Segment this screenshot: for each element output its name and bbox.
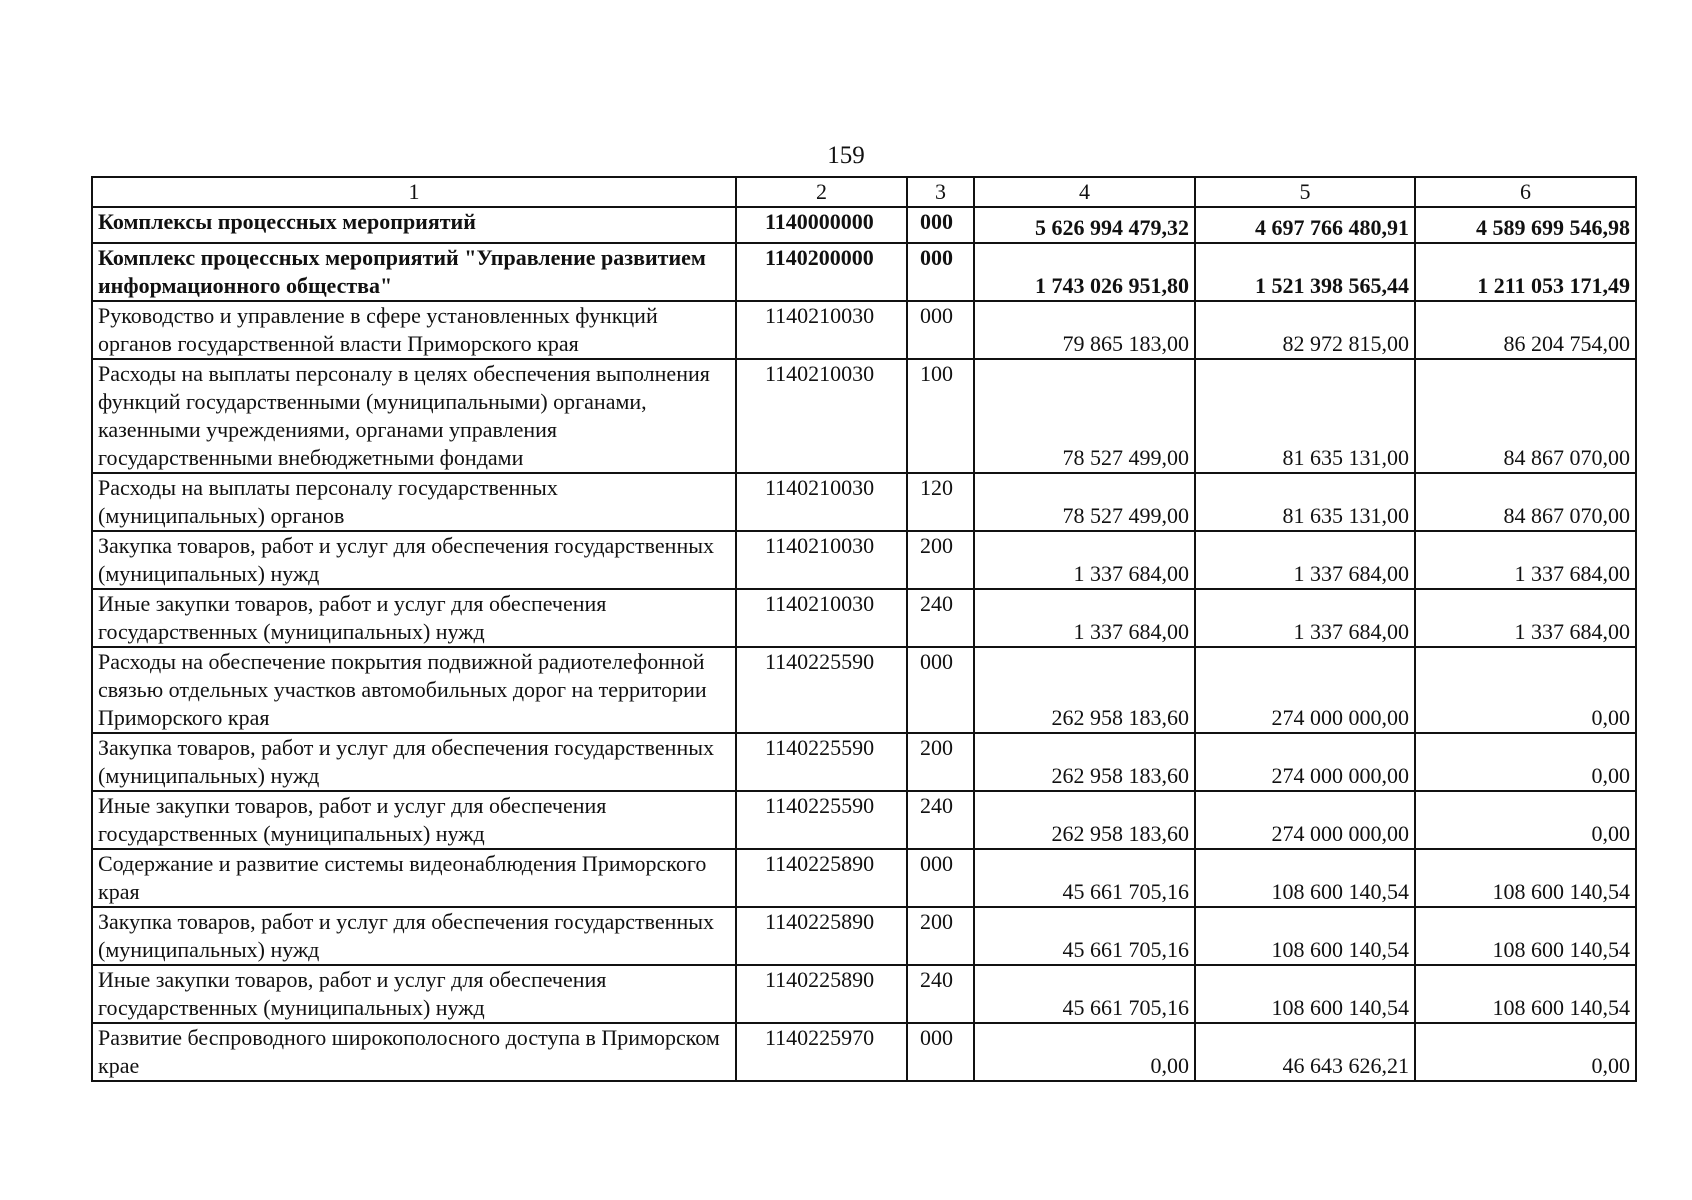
- page-number: 159: [827, 142, 865, 169]
- amount-cell-col6: 1 211 053 171,49: [1415, 243, 1636, 301]
- row-name-cell: Развитие беспроводного широкополосного доступа в Приморском крае: [92, 1023, 736, 1081]
- expense-type-cell: 100: [907, 359, 974, 473]
- amount-cell-col4: 1 337 684,00: [974, 531, 1195, 589]
- amount-cell-col4: 78 527 499,00: [974, 359, 1195, 473]
- expense-type-cell: 240: [907, 589, 974, 647]
- target-article-code-cell: 1140210030: [736, 473, 907, 531]
- table-row: [92, 243, 1636, 301]
- amount-cell-col5: 108 600 140,54: [1195, 849, 1415, 907]
- column-number: 1: [92, 177, 736, 207]
- table-row: [92, 473, 1636, 531]
- amount-cell-col6: 84 867 070,00: [1415, 359, 1636, 473]
- expense-type-cell: 000: [907, 207, 974, 243]
- amount-cell-col5: 108 600 140,54: [1195, 907, 1415, 965]
- row-name-cell: Иные закупки товаров, работ и услуг для обеспечения государственных (муниципальных) нужд: [92, 791, 736, 849]
- table-row: [92, 301, 1636, 359]
- amount-cell-col5: 46 643 626,21: [1195, 1023, 1415, 1081]
- amount-cell-col6: 1 337 684,00: [1415, 589, 1636, 647]
- target-article-code-cell: 1140210030: [736, 301, 907, 359]
- target-article-code-cell: 1140210030: [736, 359, 907, 473]
- expense-type-cell: 240: [907, 965, 974, 1023]
- table-row: [92, 359, 1636, 473]
- amount-cell-col4: 45 661 705,16: [974, 965, 1195, 1023]
- amount-cell-col6: 0,00: [1415, 1023, 1636, 1081]
- expense-type-cell: 200: [907, 531, 974, 589]
- amount-cell-col4: 5 626 994 479,32: [974, 207, 1195, 243]
- column-number: 5: [1195, 177, 1415, 207]
- target-article-code-cell: 1140210030: [736, 589, 907, 647]
- table-row: [92, 589, 1636, 647]
- expense-type-cell: 240: [907, 791, 974, 849]
- amount-cell-col4: 45 661 705,16: [974, 907, 1195, 965]
- amount-cell-col5: 274 000 000,00: [1195, 647, 1415, 733]
- table-row: [92, 531, 1636, 589]
- target-article-code-cell: 1140225970: [736, 1023, 907, 1081]
- row-name-cell: Расходы на обеспечение покрытия подвижной радиотелефонной связью отдельных участков автомобильных дорог на территории Приморского края: [92, 647, 736, 733]
- amount-cell-col5: 1 521 398 565,44: [1195, 243, 1415, 301]
- row-name-cell: Закупка товаров, работ и услуг для обеспечения государственных (муниципальных) нужд: [92, 531, 736, 589]
- expense-type-cell: 000: [907, 647, 974, 733]
- amount-cell-col5: 274 000 000,00: [1195, 791, 1415, 849]
- amount-cell-col6: 108 600 140,54: [1415, 849, 1636, 907]
- amount-cell-col6: 0,00: [1415, 733, 1636, 791]
- column-number: 2: [736, 177, 907, 207]
- amount-cell-col4: 262 958 183,60: [974, 733, 1195, 791]
- row-name-cell: Комплексы процессных мероприятий: [92, 207, 736, 243]
- amount-cell-col4: 1 743 026 951,80: [974, 243, 1195, 301]
- target-article-code-cell: 1140210030: [736, 531, 907, 589]
- budget-table: [91, 176, 1637, 1082]
- expense-type-cell: 000: [907, 243, 974, 301]
- column-number: 6: [1415, 177, 1636, 207]
- amount-cell-col5: 108 600 140,54: [1195, 965, 1415, 1023]
- expense-type-cell: 000: [907, 301, 974, 359]
- amount-cell-col5: 81 635 131,00: [1195, 473, 1415, 531]
- amount-cell-col4: 0,00: [974, 1023, 1195, 1081]
- amount-cell-col4: 78 527 499,00: [974, 473, 1195, 531]
- amount-cell-col4: 262 958 183,60: [974, 647, 1195, 733]
- table-row: [92, 1023, 1636, 1081]
- table-row: [92, 647, 1636, 733]
- row-name-cell: Иные закупки товаров, работ и услуг для обеспечения государственных (муниципальных) нужд: [92, 589, 736, 647]
- table-row: [92, 849, 1636, 907]
- amount-cell-col6: 0,00: [1415, 647, 1636, 733]
- expense-type-cell: 000: [907, 1023, 974, 1081]
- amount-cell-col5: 81 635 131,00: [1195, 359, 1415, 473]
- amount-cell-col4: 79 865 183,00: [974, 301, 1195, 359]
- row-name-cell: Содержание и развитие системы видеонаблюдения Приморского края: [92, 849, 736, 907]
- table-row: [92, 907, 1636, 965]
- amount-cell-col6: 4 589 699 546,98: [1415, 207, 1636, 243]
- column-number: 3: [907, 177, 974, 207]
- target-article-code-cell: 1140225890: [736, 965, 907, 1023]
- row-name-cell: Закупка товаров, работ и услуг для обеспечения государственных (муниципальных) нужд: [92, 733, 736, 791]
- row-name-cell: Закупка товаров, работ и услуг для обеспечения государственных (муниципальных) нужд: [92, 907, 736, 965]
- row-name-cell: Расходы на выплаты персоналу государственных (муниципальных) органов: [92, 473, 736, 531]
- expense-type-cell: 000: [907, 849, 974, 907]
- expense-type-cell: 200: [907, 907, 974, 965]
- expense-type-cell: 200: [907, 733, 974, 791]
- table-row: [92, 733, 1636, 791]
- table-row: [92, 791, 1636, 849]
- amount-cell-col6: 0,00: [1415, 791, 1636, 849]
- amount-cell-col4: 262 958 183,60: [974, 791, 1195, 849]
- target-article-code-cell: 1140225590: [736, 733, 907, 791]
- amount-cell-col6: 1 337 684,00: [1415, 531, 1636, 589]
- row-name-cell: Руководство и управление в сфере установленных функций органов государственной власти Приморского края: [92, 301, 736, 359]
- target-article-code-cell: 1140200000: [736, 243, 907, 301]
- amount-cell-col6: 84 867 070,00: [1415, 473, 1636, 531]
- amount-cell-col4: 45 661 705,16: [974, 849, 1195, 907]
- amount-cell-col5: 1 337 684,00: [1195, 589, 1415, 647]
- target-article-code-cell: 1140000000: [736, 207, 907, 243]
- amount-cell-col6: 86 204 754,00: [1415, 301, 1636, 359]
- amount-cell-col6: 108 600 140,54: [1415, 907, 1636, 965]
- row-name-cell: Иные закупки товаров, работ и услуг для обеспечения государственных (муниципальных) нужд: [92, 965, 736, 1023]
- target-article-code-cell: 1140225590: [736, 647, 907, 733]
- column-number-row: [92, 177, 1636, 207]
- amount-cell-col5: 1 337 684,00: [1195, 531, 1415, 589]
- row-name-cell: Расходы на выплаты персоналу в целях обеспечения выполнения функций государственными (муниципальными) органами, казенными учреждениями, органами управления государственными внебюджетными фондами: [92, 359, 736, 473]
- column-number: 4: [974, 177, 1195, 207]
- amount-cell-col4: 1 337 684,00: [974, 589, 1195, 647]
- amount-cell-col5: 274 000 000,00: [1195, 733, 1415, 791]
- table-row: [92, 207, 1636, 243]
- row-name-cell: Комплекс процессных мероприятий "Управление развитием информационного общества": [92, 243, 736, 301]
- target-article-code-cell: 1140225590: [736, 791, 907, 849]
- table-row: [92, 965, 1636, 1023]
- amount-cell-col6: 108 600 140,54: [1415, 965, 1636, 1023]
- amount-cell-col5: 82 972 815,00: [1195, 301, 1415, 359]
- expense-type-cell: 120: [907, 473, 974, 531]
- target-article-code-cell: 1140225890: [736, 907, 907, 965]
- amount-cell-col5: 4 697 766 480,91: [1195, 207, 1415, 243]
- target-article-code-cell: 1140225890: [736, 849, 907, 907]
